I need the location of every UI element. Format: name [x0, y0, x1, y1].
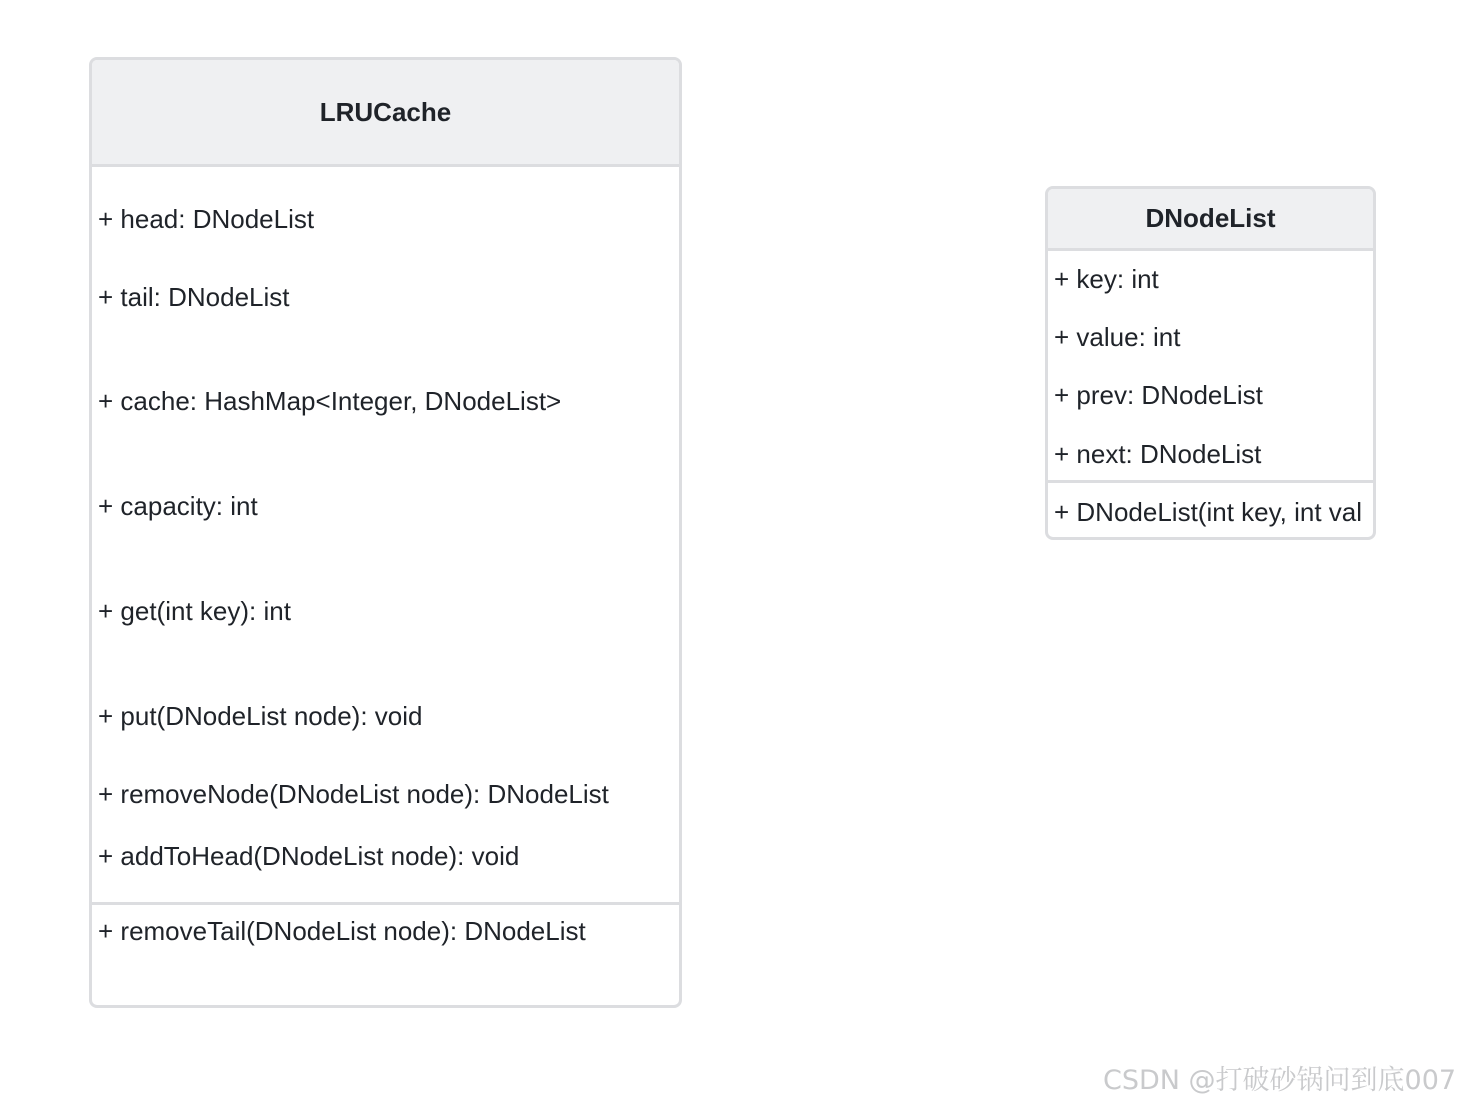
class-lrucache-attribute: + addToHead(DNodeList node): void: [98, 841, 520, 871]
class-dnodelist-method: + DNodeList(int key, int val: [1054, 497, 1363, 527]
class-dnodelist[interactable]: [1045, 186, 1376, 540]
watermark: CSDN @打破砂锅问到底007: [1103, 1065, 1457, 1096]
class-dnodelist-title: DNodeList: [1048, 189, 1373, 251]
class-lrucache-attribute: + get(int key): int: [98, 596, 291, 626]
class-lrucache-attribute: + tail: DNodeList: [98, 282, 290, 312]
class-lrucache-attribute: + head: DNodeList: [98, 204, 315, 234]
class-dnodelist-divider: [1048, 480, 1373, 483]
class-lrucache-divider: [92, 902, 679, 905]
class-lrucache-attribute: + removeNode(DNodeList node): DNodeList: [98, 779, 609, 809]
class-dnodelist-attribute: + next: DNodeList: [1054, 439, 1262, 469]
class-lrucache-attribute: + put(DNodeList node): void: [98, 701, 423, 731]
class-dnodelist-attribute: + prev: DNodeList: [1054, 380, 1263, 410]
class-dnodelist-attribute: + key: int: [1054, 264, 1159, 294]
class-lrucache-method: + removeTail(DNodeList node): DNodeList: [98, 916, 586, 946]
class-dnodelist-attribute: + value: int: [1054, 322, 1181, 352]
class-lrucache-attribute: + capacity: int: [98, 491, 258, 521]
class-lrucache-attribute: + cache: HashMap<Integer, DNodeList>: [98, 386, 562, 416]
class-lrucache[interactable]: [89, 57, 682, 1008]
class-lrucache-body: [92, 167, 679, 1005]
class-dnodelist-body: [1048, 251, 1373, 537]
class-lrucache-title: LRUCache: [92, 60, 679, 167]
